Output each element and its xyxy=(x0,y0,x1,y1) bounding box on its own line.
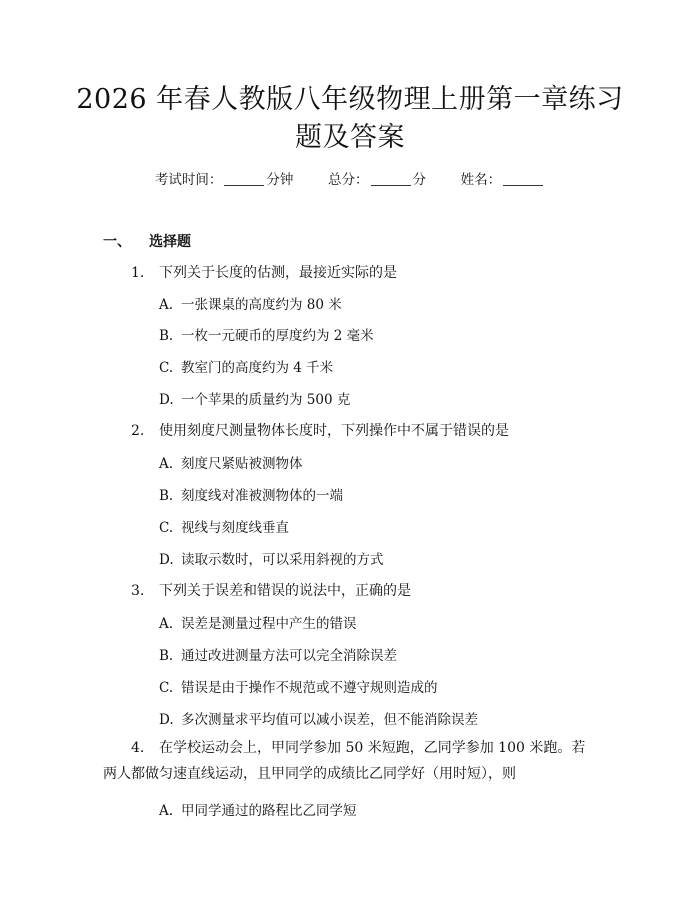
option-text: 视线与刻度线垂直 xyxy=(181,520,289,536)
option-letter: A. xyxy=(159,297,174,313)
question-3 xyxy=(131,580,411,600)
name-blank xyxy=(503,171,543,186)
option-text: 错误是由于操作不规范或不遵守规则造成的 xyxy=(181,680,438,696)
option-text: 通过改进测量方法可以完全消除误差 xyxy=(181,648,397,664)
option-text: 刻度线对准被测物体的一端 xyxy=(181,488,343,504)
question-2 xyxy=(131,420,509,440)
name-label: 姓名： xyxy=(460,172,502,188)
question-1 xyxy=(131,262,397,282)
question-1-option-b xyxy=(159,324,374,344)
option-letter: C. xyxy=(159,360,174,376)
option-text: 一个苹果的质量约为 500 克 xyxy=(181,392,351,408)
option-letter: D. xyxy=(159,392,174,408)
question-text: 下列关于长度的估测，最接近实际的是 xyxy=(159,265,397,281)
time-unit: 分钟 xyxy=(266,172,294,188)
question-2-option-b xyxy=(159,484,343,504)
option-text: 一张课桌的高度约为 80 米 xyxy=(181,297,342,313)
option-text: 刻度尺紧贴被测物体 xyxy=(181,456,303,472)
question-text: 在学校运动会上，甲同学参加 50 米短跑，乙同学参加 100 米跑。若两人都做匀速直线运动，且甲同学的成绩比乙同学好（用时短），则 xyxy=(103,740,586,782)
question-1-option-d xyxy=(159,388,350,408)
option-text: 多次测量求平均值可以减小误差，但不能消除误差 xyxy=(181,712,478,728)
score-blank xyxy=(371,171,411,186)
question-3-option-a xyxy=(159,612,357,632)
question-4-option-a xyxy=(159,799,357,819)
option-letter: D. xyxy=(159,712,174,728)
option-text: 读取示数时，可以采用斜视的方式 xyxy=(181,552,384,568)
option-letter: B. xyxy=(159,648,174,664)
document-title-line-1: 2026 年春人教版八年级物理上册第一章练习 xyxy=(76,84,624,115)
option-letter: C. xyxy=(159,520,174,536)
time-blank xyxy=(224,171,264,186)
question-2-option-c xyxy=(159,516,289,536)
option-letter: B. xyxy=(159,488,174,504)
option-text: 误差是测量过程中产生的错误 xyxy=(181,616,357,632)
score-unit: 分 xyxy=(412,172,426,188)
question-text: 下列关于误差和错误的说法中，正确的是 xyxy=(159,583,411,599)
question-number: 3. xyxy=(131,583,145,599)
question-3-option-c xyxy=(159,676,438,696)
section-number: 一、 xyxy=(103,234,131,250)
option-letter: A. xyxy=(159,456,174,472)
option-text: 教室门的高度约为 4 千米 xyxy=(181,360,334,376)
question-1-option-a xyxy=(159,293,342,313)
question-3-option-b xyxy=(159,644,397,664)
option-letter: C. xyxy=(159,680,174,696)
exam-info-line xyxy=(0,168,700,188)
question-3-option-d xyxy=(159,708,478,728)
option-letter: B. xyxy=(159,328,174,344)
section-label: 选择题 xyxy=(149,234,191,250)
question-number: 4. xyxy=(131,740,145,756)
score-label: 总分： xyxy=(328,172,369,188)
time-label: 考试时间： xyxy=(154,172,223,188)
option-letter: A. xyxy=(159,803,174,819)
option-letter: A. xyxy=(159,616,174,632)
question-text: 使用刻度尺测量物体长度时，下列操作中不属于错误的是 xyxy=(159,423,509,439)
section-heading xyxy=(103,231,191,251)
question-2-option-a xyxy=(159,452,303,472)
option-text: 一枚一元硬币的厚度约为 2 毫米 xyxy=(181,328,374,344)
option-text: 甲同学通过的路程比乙同学短 xyxy=(181,803,357,819)
question-number: 1. xyxy=(131,265,145,281)
question-4 xyxy=(103,735,598,787)
document-title-line-2: 题及答案 xyxy=(295,122,405,153)
question-1-option-c xyxy=(159,356,333,376)
option-letter: D. xyxy=(159,552,174,568)
question-number: 2. xyxy=(131,423,145,439)
question-2-option-d xyxy=(159,548,384,568)
